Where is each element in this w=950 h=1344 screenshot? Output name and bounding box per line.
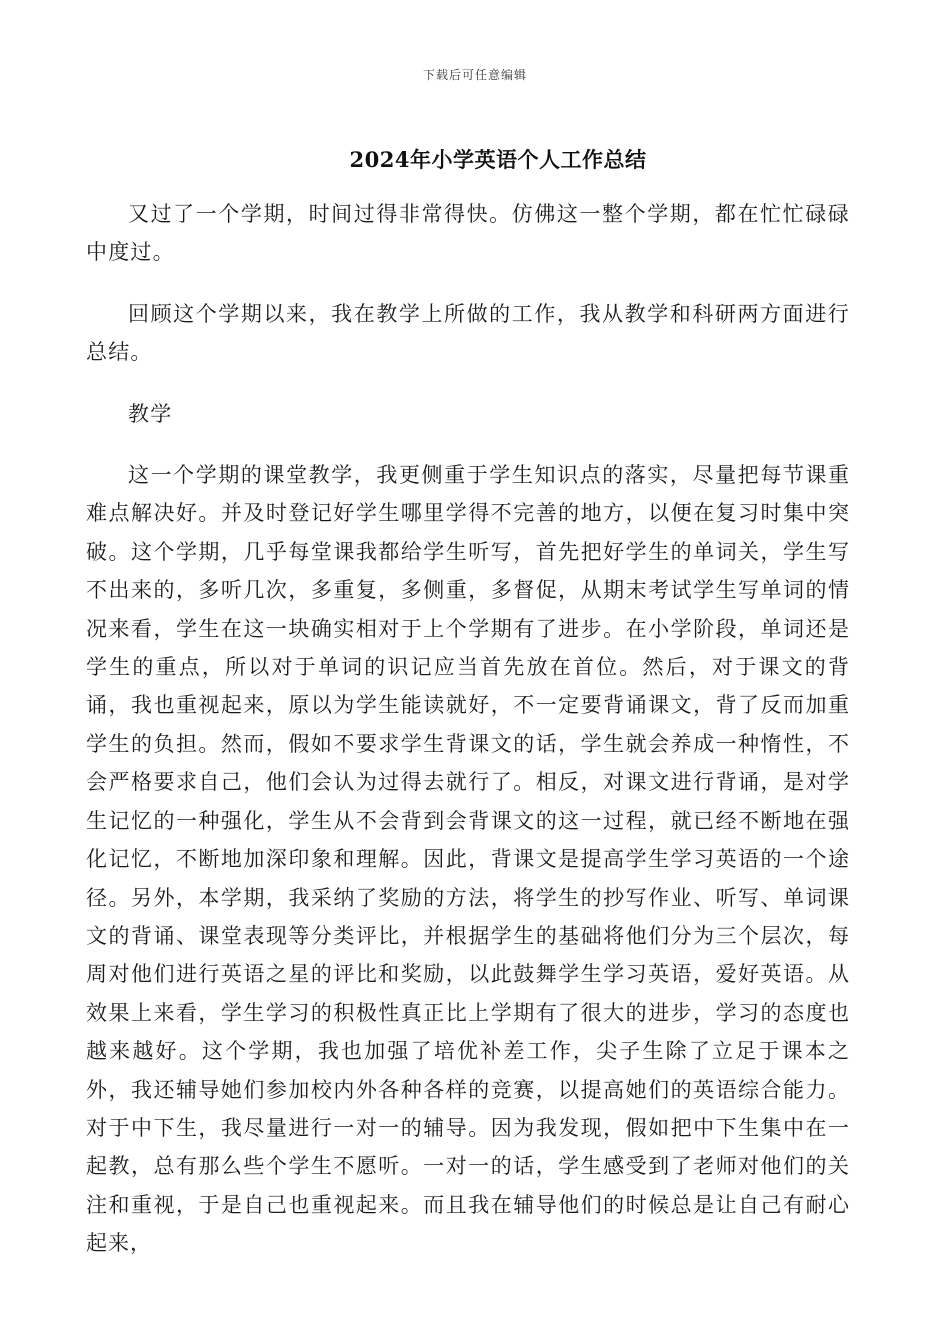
header-note: 下载后可任意编辑 [422, 68, 527, 82]
document-title: 2024年小学英语个人工作总结 [349, 147, 647, 172]
section-heading-teaching: 教学 [128, 401, 173, 426]
paragraph-teaching: 这一个学期的课堂教学，我更侧重于学生知识点的落实，尽量把每节课重难点解决好。并及时登记好学生哪里学得不完善的地方，以便在复习时集中突破。这个学期，几乎每堂课我都给学生听写，首先把好学生的单词关，学生写不出来的，多听几次，多重复，多侧重，多督促，从期末考试学生写单词的情况来看，学生在这一块确实相对于上个学期有了进步。在小学阶段，单词还是学生的重点，所以对于单词的识记应当首先放在首位。然后，对于课文的背诵，我也重视起来，原以为学生能读就好，不一定要背诵课文，背了反而加重学生的负担。然而，假如不要求学生背课文的话，学生就会养成一种惰性，不会严格要求自己，他们会认为过得去就行了。相反，对课文进行背诵，是对学生记忆的一种强化，学生从不会背到会背课文的这一过程，就已经不断地在强化记忆，不断地加深印象和理解。因此，背课文是提高学生学习英语的一个途径。另外，本学期，我采纳了奖励的方法，将学生的抄写作业、听写、单词课文的背诵、课堂表现等分类评比，并根据学生的基础将他们分为三个层次，每周对他们进行英语之星的评比和奖励，以此鼓舞学生学习英语，爱好英语。从效果上来看，学生学习的积极性真正比上学期有了很大的进步，学习的态度也越来越好。这个学期，我也加强了培优补差工作，尖子生除了立足于课本之外，我还辅导她们参加校内外各种各样的竞赛，以提高她们的英语综合能力。对于中下生，我尽量进行一对一的辅导。因为我发现，假如把中下生集中在一起教，总有那么些个学生不愿听。一对一的话，学生感受到了老师对他们的关注和重视，于是自己也重视起来。而且我在辅导他们的时候总是让自己有耐心起来， [86, 463, 850, 1256]
document-body [86, 195, 850, 1286]
paragraph-intro: 又过了一个学期，时间过得非常得快。仿佛这一整个学期，都在忙忙碌碌中度过。 [86, 202, 850, 265]
paragraph-review: 回顾这个学期以来，我在教学上所做的工作，我从教学和科研两方面进行总结。 [86, 301, 850, 365]
